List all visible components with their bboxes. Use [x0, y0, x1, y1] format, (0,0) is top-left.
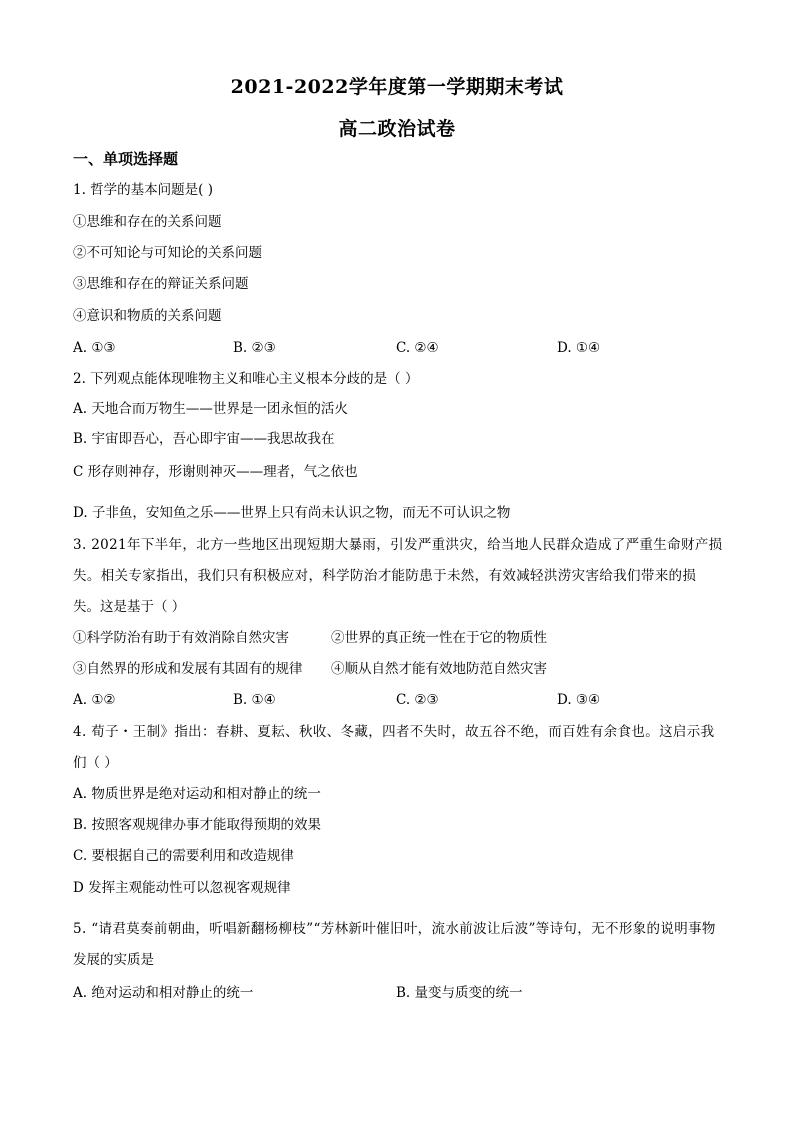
- question-1-statement: ①思维和存在的关系问题: [73, 214, 222, 230]
- question-1-statement: ④意识和物质的关系问题: [73, 308, 222, 324]
- question-1-option-d[interactable]: D. ①④: [557, 340, 601, 356]
- question-1-stem: 1. 哲学的基本问题是( ): [73, 182, 213, 198]
- question-3-stem: 失。相关专家指出，我们只有积极应对，科学防治才能防患于未然，有效减轻洪涝灾害给我们带来的损: [73, 568, 697, 584]
- section-heading: 一、单项选择题: [73, 150, 179, 168]
- question-3-stem: 失。这是基于（ ）: [73, 599, 186, 615]
- question-1-option-a[interactable]: A. ①③: [73, 340, 116, 356]
- question-2-option-d[interactable]: D. 子非鱼，安知鱼之乐——世界上只有尚未认识之物，而无不可认识之物: [73, 505, 511, 521]
- question-2-stem: 2. 下列观点能体现唯物主义和唯心主义根本分歧的是（ ）: [73, 371, 419, 387]
- question-1-statement: ③思维和存在的辩证关系问题: [73, 276, 249, 292]
- question-3-statement: ③自然界的形成和发展有其固有的规律: [73, 661, 303, 677]
- exam-subtitle: 高二政治试卷: [338, 118, 456, 140]
- question-3-statement: ①科学防治有助于有效消除自然灾害: [73, 630, 289, 646]
- question-3-option-d[interactable]: D. ③④: [557, 692, 601, 708]
- question-4-option-c[interactable]: C. 要根据自己的需要利用和改造规律: [73, 848, 294, 864]
- question-3-option-b[interactable]: B. ①④: [233, 692, 276, 708]
- question-4-option-d[interactable]: D 发挥主观能动性可以忽视客观规律: [73, 880, 291, 896]
- question-3-option-c[interactable]: C. ②③: [396, 692, 439, 708]
- question-2-option-b[interactable]: B. 宇宙即吾心，吾心即宇宙——我思故我在: [73, 431, 335, 447]
- question-3-stem: 3. 2021年下半年，北方一些地区出现短期大暴雨，引发严重洪灾，给当地人民群众造成了严重生命财产损: [73, 537, 723, 553]
- question-1-statement: ②不可知论与可知论的关系问题: [73, 245, 262, 261]
- question-5-stem: 5. “请君莫奏前朝曲，听唱新翻杨柳枝”“芳林新叶催旧叶，流水前波让后波”等诗句，无不形象的说明事物: [73, 921, 716, 937]
- question-4-stem: 4. 荀子・王制》指出：春耕、夏耘、秋收、冬藏，四者不失时，故五谷不绝，而百姓有余食也。这启示我: [73, 724, 715, 740]
- exam-title: 2021-2022学年度第一学期期末考试: [230, 76, 564, 98]
- question-3-option-a[interactable]: A. ①②: [73, 692, 116, 708]
- question-1-option-c[interactable]: C. ②④: [396, 340, 439, 356]
- question-2-option-c[interactable]: C 形存则神存，形谢则神灭——理者，气之依也: [73, 464, 358, 480]
- question-3-statement: ②世界的真正统一性在于它的物质性: [331, 630, 547, 646]
- question-5-option-b[interactable]: B. 量变与质变的统一: [396, 985, 523, 1001]
- question-3-statement: ④顺从自然才能有效地防范自然灾害: [331, 661, 547, 677]
- question-5-stem: 发展的实质是: [73, 952, 154, 968]
- question-4-stem: 们（ ）: [73, 755, 118, 771]
- question-5-option-a[interactable]: A. 绝对运动和相对静止的统一: [73, 985, 254, 1001]
- question-4-option-b[interactable]: B. 按照客观规律办事才能取得预期的效果: [73, 817, 322, 833]
- question-4-option-a[interactable]: A. 物质世界是绝对运动和相对静止的统一: [73, 786, 321, 802]
- question-2-option-a[interactable]: A. 天地合而万物生——世界是一团永恒的活火: [73, 401, 348, 417]
- question-1-option-b[interactable]: B. ②③: [233, 340, 276, 356]
